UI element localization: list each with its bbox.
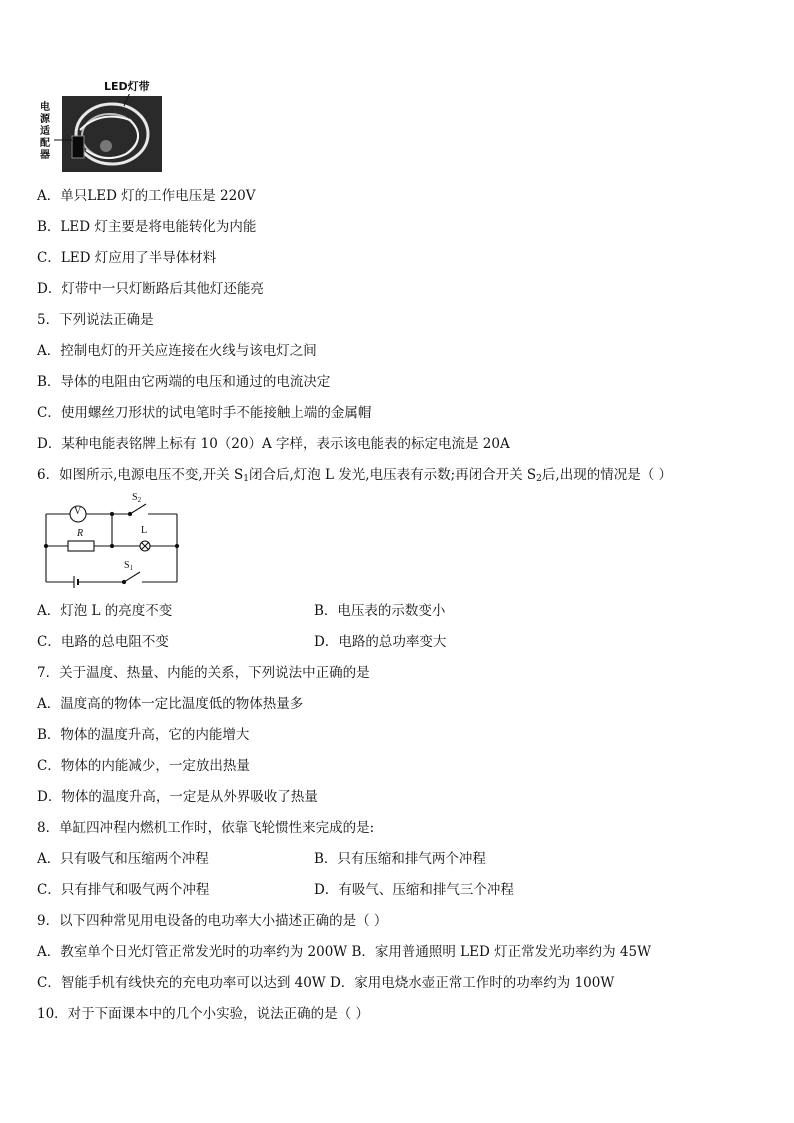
q5-stem: 5．下列说法正确是 bbox=[37, 312, 154, 328]
q9-options-ab[interactable]: A．教室单个日光灯管正常发光时的功率约为 200W B．家用普通照明 LED 灯正常发光功率约为 45W bbox=[37, 944, 651, 960]
q6-option-d[interactable]: D．电路的总功率变大 bbox=[314, 634, 447, 650]
resistor-label: R bbox=[77, 528, 84, 539]
circuit-diagram bbox=[40, 492, 185, 592]
q5-option-c[interactable]: C．使用螺丝刀形状的试电笔时手不能接触上端的金属帽 bbox=[37, 405, 372, 421]
q6-option-c[interactable]: C．电路的总电阻不变 bbox=[37, 634, 169, 650]
q5-option-d[interactable]: D．某种电能表铭牌上标有 10（20）A 字样，表示该电能表的标定电流是 20A bbox=[37, 436, 510, 452]
q6-option-a[interactable]: A．灯泡 L 的亮度不变 bbox=[37, 603, 173, 619]
q4-option-a[interactable]: A．单只LED 灯的工作电压是 220V bbox=[37, 188, 256, 204]
q5-option-b[interactable]: B．导体的电阻由它两端的电压和通过的电流决定 bbox=[37, 374, 331, 390]
q7-option-c[interactable]: C．物体的内能减少，一定放出热量 bbox=[37, 758, 250, 774]
q8-option-d[interactable]: D．有吸气、压缩和排气三个冲程 bbox=[314, 882, 514, 898]
photo-label-led-strip: LED灯带 bbox=[104, 80, 150, 93]
q8-option-c[interactable]: C．只有排气和吸气两个冲程 bbox=[37, 882, 210, 898]
q7-option-a[interactable]: A．温度高的物体一定比温度低的物体热量多 bbox=[37, 696, 304, 712]
voltmeter-label: V bbox=[74, 506, 82, 517]
q6-stem: 6．如图所示,电源电压不变,开关 $S_1$闭合后,灯泡 L 发光,电压表有示数;再闭合开关 $S_2$后,出现的情况是（ ） bbox=[37, 467, 672, 484]
q10-stem: 10．对于下面课本中的几个小实验，说法正确的是（ ） bbox=[37, 1006, 369, 1022]
q7-option-b[interactable]: B．物体的温度升高，它的内能增大 bbox=[37, 727, 250, 743]
lamp-label: L bbox=[141, 525, 148, 536]
q8-option-a[interactable]: A．只有吸气和压缩两个冲程 bbox=[37, 851, 209, 867]
switch-s2-label: $S_2$ bbox=[132, 492, 142, 504]
q6-option-b[interactable]: B．电压表的示数变小 bbox=[314, 603, 446, 619]
q4-option-d[interactable]: D．灯带中一只灯断路后其他灯还能亮 bbox=[37, 281, 264, 297]
q9-stem: 9．以下四种常见用电设备的电功率大小描述正确的是（ ） bbox=[37, 913, 388, 929]
switch-s1-label: $S_1$ bbox=[124, 560, 134, 572]
q4-option-b[interactable]: B．LED 灯主要是将电能转化为内能 bbox=[37, 219, 257, 235]
q4-option-c[interactable]: C．LED 灯应用了半导体材料 bbox=[37, 250, 217, 266]
photo-label-adapter: 电 源 适 配 器 bbox=[40, 102, 54, 162]
q5-option-a[interactable]: A．控制电灯的开关应连接在火线与该电灯之间 bbox=[37, 343, 317, 359]
q7-stem: 7．关于温度、热量、内能的关系，下列说法中正确的是 bbox=[37, 665, 370, 681]
q9-options-cd[interactable]: C．智能手机有线快充的充电功率可以达到 40W D．家用电烧水壶正常工作时的功率约为 100W bbox=[37, 975, 615, 991]
q8-option-b[interactable]: B．只有压缩和排气两个冲程 bbox=[314, 851, 486, 867]
q7-option-d[interactable]: D．物体的温度升高，一定是从外界吸收了热量 bbox=[37, 789, 318, 805]
q8-stem: 8．单缸四冲程内燃机工作时，依靠飞轮惯性来完成的是: bbox=[37, 820, 375, 836]
led-strip-photo bbox=[40, 80, 164, 174]
